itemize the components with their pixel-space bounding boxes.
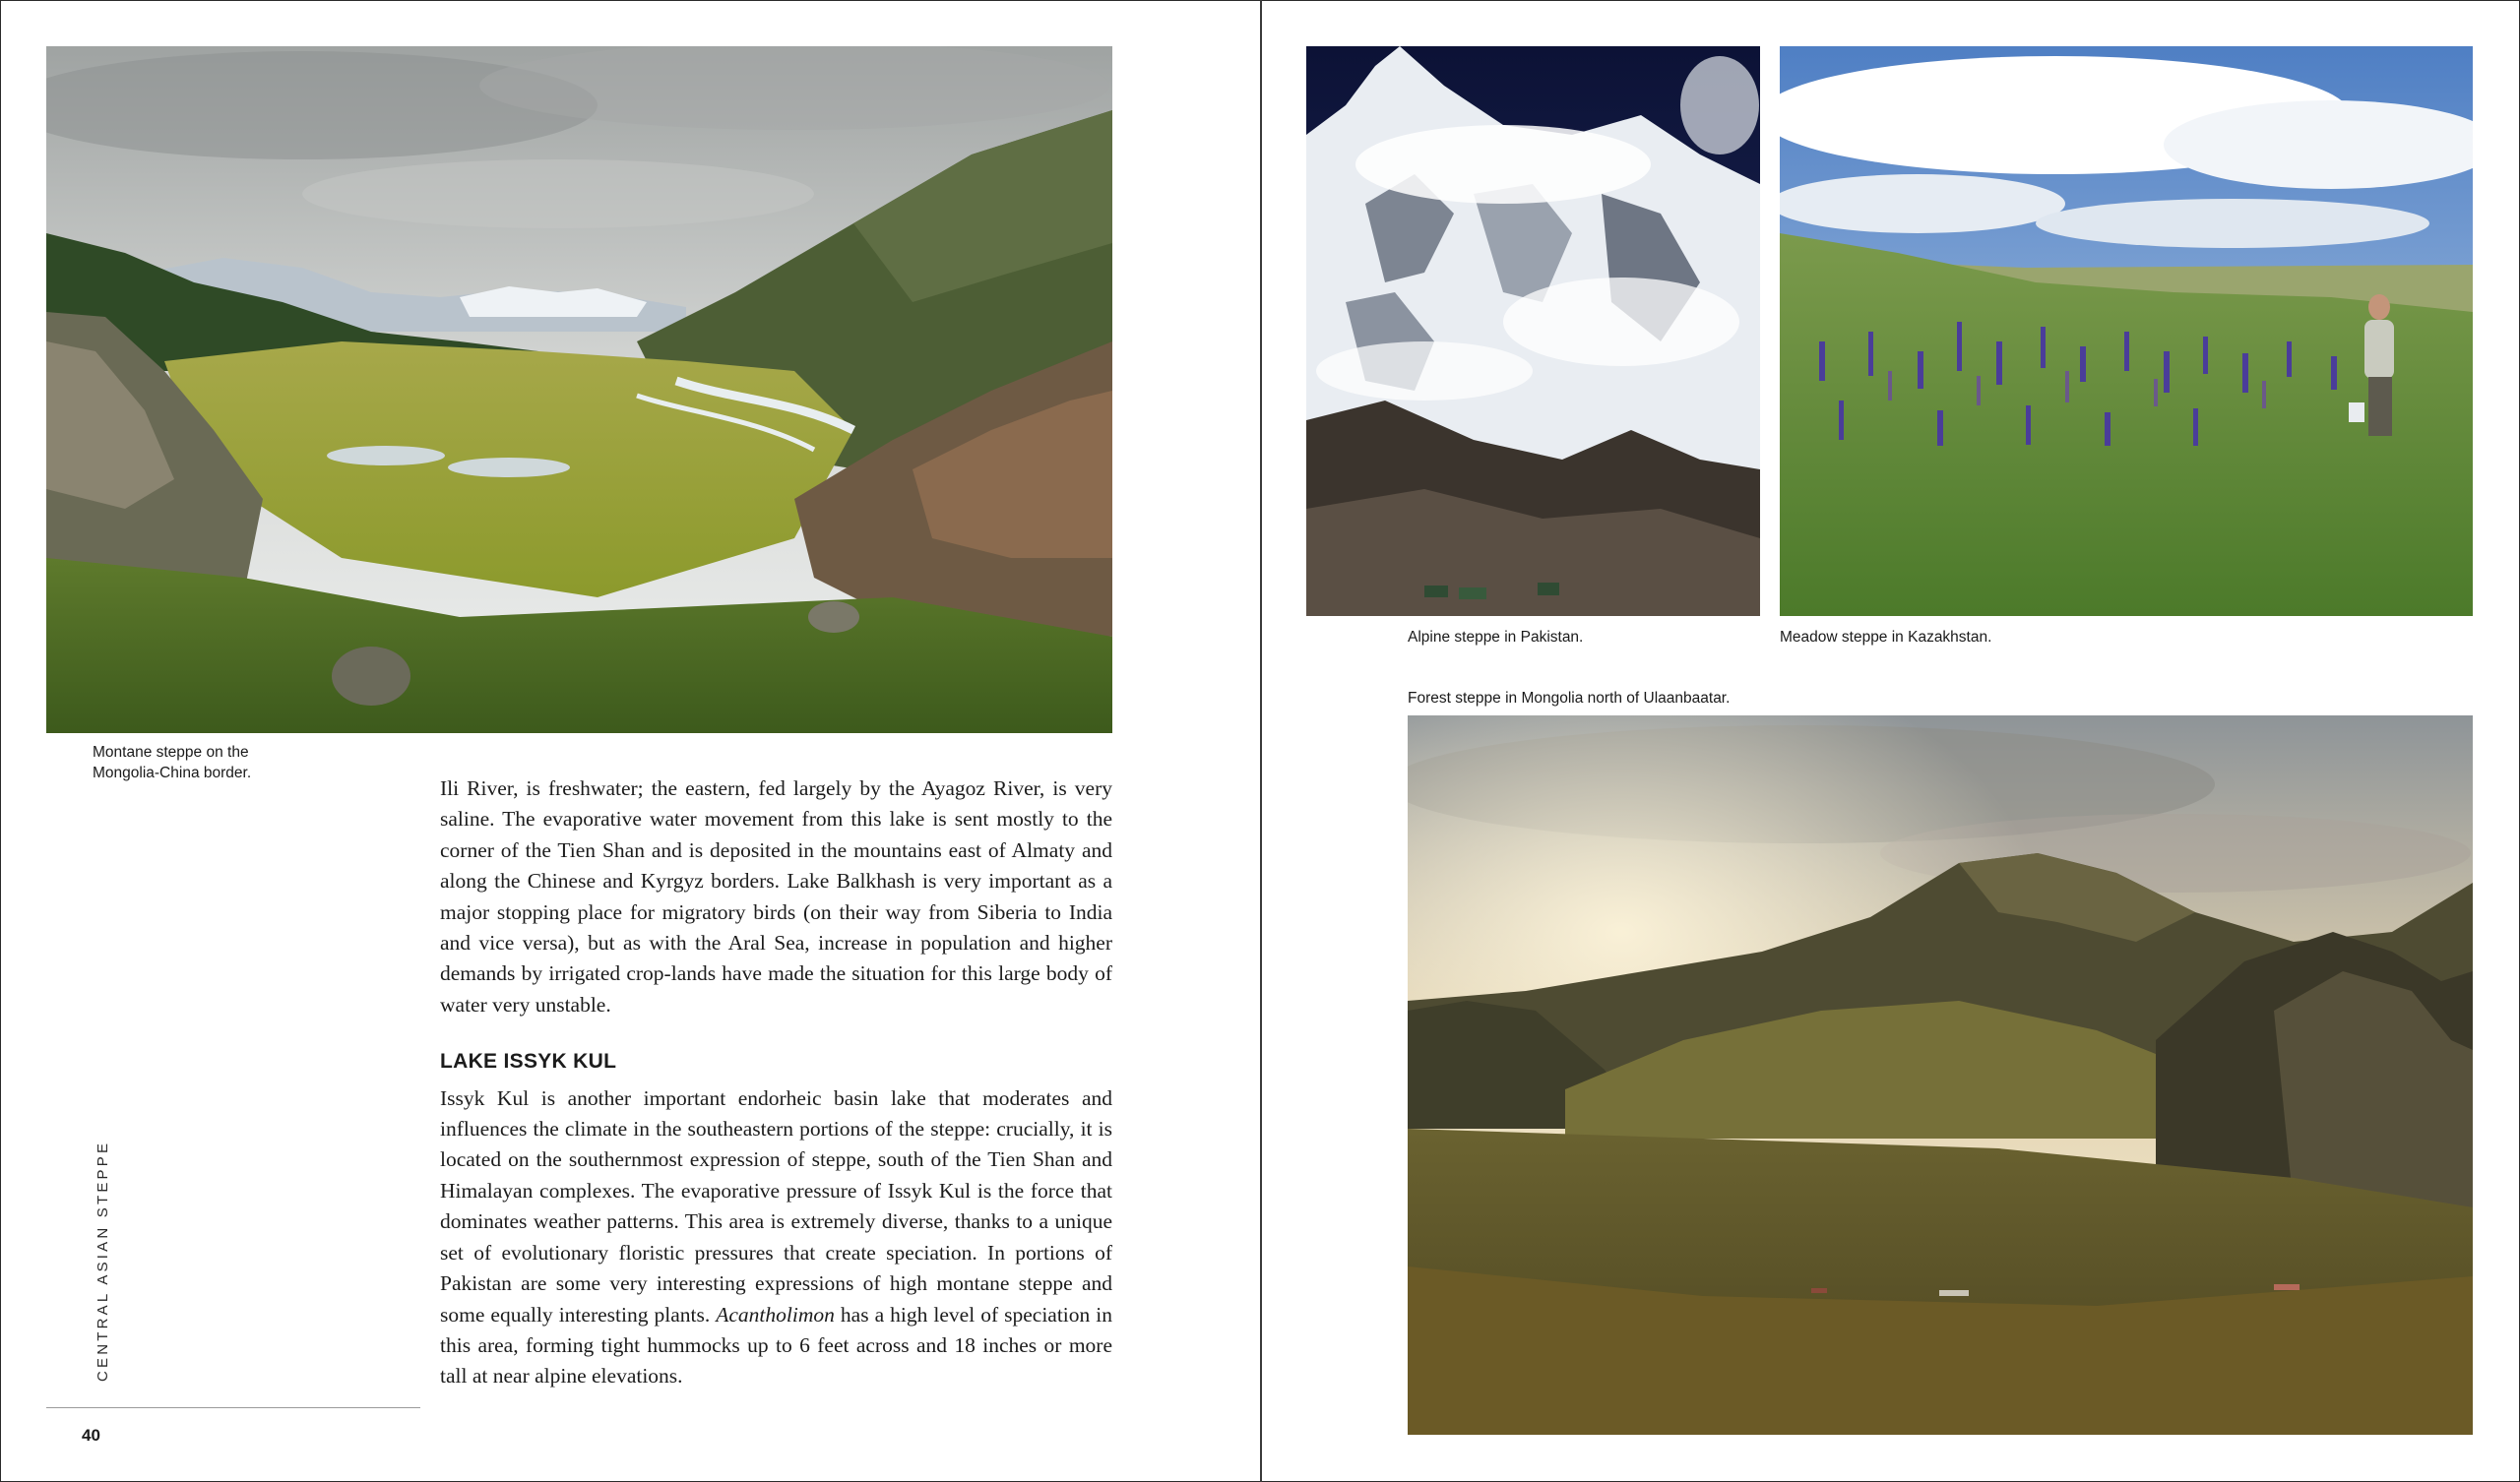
folio-rule bbox=[46, 1407, 420, 1408]
section-heading: LAKE ISSYK KUL bbox=[440, 1050, 617, 1074]
paragraph-text: has a high level of speciation in this area, forming tight hummocks up to 6 feet across and 18 inches or more tall at near alpine elevations. bbox=[440, 1302, 1113, 1389]
alpine-steppe-caption: Alpine steppe in Pakistan. bbox=[1408, 629, 1584, 646]
paragraph: Ili River, is freshwater; the eastern, fed largely by the Ayagoz River, is very saline. The evaporative water movement from this lake is sent mostly to the corner of the Tien Shan and is deposited in the mountains east of Almaty and along the Chinese and Kyrgyz borders. Lake Balkhash is very important as a major stopping place for migratory birds (on their way from Siberia to India and vice versa), but as with the Aral Sea, increase in population and higher demands by irrigated crop-lands have made the situation for this large body of water very unstable. bbox=[440, 776, 1112, 1017]
running-head: CENTRAL ASIAN STEPPE bbox=[94, 1140, 111, 1382]
page-number: 40 bbox=[82, 1426, 100, 1445]
forest-steppe-caption: Forest steppe in Mongolia north of Ulaanbaatar. bbox=[1408, 690, 1731, 707]
alpine-steppe-photo bbox=[1306, 46, 1760, 616]
meadow-steppe-caption: Meadow steppe in Kazakhstan. bbox=[1780, 629, 1992, 646]
montane-steppe-photo bbox=[46, 46, 1112, 733]
caption-line: Mongolia-China border. bbox=[93, 765, 252, 781]
article-body bbox=[440, 773, 1112, 1392]
paragraph-text: Issyk Kul is another important endorheic basin lake that moderates and influences the climate in the southeastern portions of the steppe: crucially, it is located on the southernmost expression of steppe, south of the Tien Shan and Himalayan complexes. The evaporative pressure of Issyk Kul is the force that dominates weather patterns. This area is extremely diverse, thanks to a unique set of evolutionary floristic pressures that create speciation. In portions of Pakistan are some very interesting expressions of high montane steppe and some equally interesting plants. bbox=[440, 1085, 1112, 1327]
genus-name: Acantholimon bbox=[716, 1302, 835, 1327]
paragraph bbox=[440, 1083, 1112, 1392]
caption-line: Montane steppe on the bbox=[93, 744, 249, 761]
meadow-steppe-photo bbox=[1780, 46, 2473, 616]
book-gutter bbox=[1260, 0, 1262, 1482]
forest-steppe-photo bbox=[1408, 715, 2473, 1435]
montane-steppe-caption bbox=[93, 742, 251, 783]
